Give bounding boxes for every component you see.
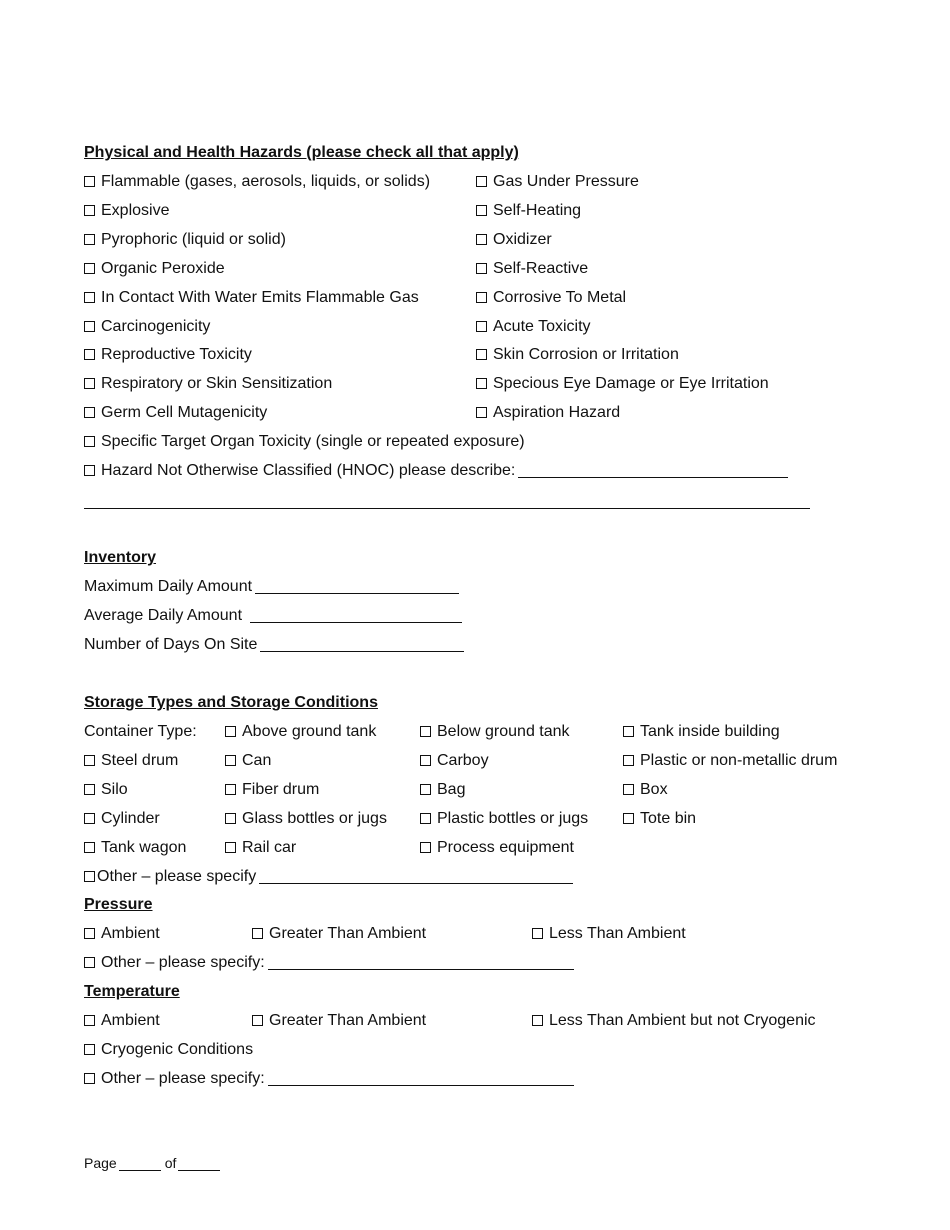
pressure-other-label: Other – please specify: [101,954,265,971]
temperature-heading: Temperature [84,983,180,1000]
checkbox[interactable] [476,263,487,274]
hazard-label: Oxidizer [493,231,552,248]
checkbox[interactable] [476,234,487,245]
container-label: Rail car [242,839,297,856]
avg-daily-field[interactable] [250,606,462,623]
checkbox[interactable] [476,176,487,187]
hazard-label: Self-Heating [493,202,582,219]
checkbox[interactable] [476,378,487,389]
container-label: Plastic bottles or jugs [437,810,589,827]
checkbox[interactable] [225,784,236,795]
hazard-label: Acute Toxicity [493,318,591,335]
hazard-label: Reproductive Toxicity [101,346,252,363]
avg-daily-label: Average Daily Amount [84,607,243,624]
max-daily-field[interactable] [255,577,459,594]
pressure-label: Less Than Ambient [549,925,686,942]
pressure-other-row [84,952,574,974]
page-total-field[interactable] [178,1156,220,1171]
container-label: Fiber drum [242,781,320,798]
container-label: Box [640,781,668,798]
hazard-label: Germ Cell Mutagenicity [101,404,268,421]
temperature-label: Ambient [101,1012,160,1029]
hazard-label: Self-Reactive [493,260,589,277]
inventory-row [84,634,464,656]
checkbox[interactable] [84,465,95,476]
container-other-field[interactable] [259,867,573,884]
checkbox[interactable] [84,813,95,824]
temperature-label: Greater Than Ambient [269,1012,427,1029]
checkbox[interactable] [84,263,95,274]
checkbox[interactable] [84,436,95,447]
hazard-label: Organic Peroxide [101,260,225,277]
checkbox[interactable] [420,842,431,853]
inventory-row [84,605,462,627]
checkbox[interactable] [476,292,487,303]
checkbox[interactable] [532,1015,543,1026]
container-label: Bag [437,781,466,798]
max-daily-label: Maximum Daily Amount [84,578,253,595]
hazard-label: Specific Target Organ Toxicity (single or repeated exposure) [101,433,525,450]
pressure-label: Ambient [101,925,160,942]
checkbox[interactable] [84,1015,95,1026]
days-on-site-field[interactable] [260,635,464,652]
hnoc-label: Hazard Not Otherwise Classified (HNOC) please describe: [101,462,516,479]
checkbox[interactable] [252,928,263,939]
container-label: Glass bottles or jugs [242,810,387,827]
checkbox[interactable] [84,842,95,853]
hazard-label: Skin Corrosion or Irritation [493,346,679,363]
hazard-label: Specious Eye Damage or Eye Irritation [493,375,769,392]
hazard-label: Gas Under Pressure [493,173,639,190]
hnoc-description-line[interactable] [84,508,810,509]
container-label: Steel drum [101,752,179,769]
container-label: Above ground tank [242,723,377,740]
storage-heading: Storage Types and Storage Conditions [84,694,378,711]
checkbox[interactable] [84,871,95,882]
checkbox[interactable] [420,726,431,737]
container-other-row [84,866,573,888]
temperature-other-field[interactable] [268,1069,574,1086]
checkbox[interactable] [84,205,95,216]
container-label: Carboy [437,752,489,769]
page-number-field[interactable] [119,1156,161,1171]
checkbox[interactable] [420,813,431,824]
container-label: Cylinder [101,810,160,827]
container-label: Tote bin [640,810,697,827]
container-label: Plastic or non-metallic drum [640,752,838,769]
hazard-label: Corrosive To Metal [493,289,627,306]
hazard-label: Pyrophoric (liquid or solid) [101,231,286,248]
page-label: Page [84,1155,117,1171]
checkbox[interactable] [532,928,543,939]
checkbox[interactable] [623,784,634,795]
container-label: Tank wagon [101,839,187,856]
container-label: Silo [101,781,128,798]
checkbox[interactable] [476,321,487,332]
checkbox[interactable] [420,755,431,766]
checkbox[interactable] [84,407,95,418]
page-footer [84,1152,224,1174]
temperature-label: Less Than Ambient but not Cryogenic [549,1012,816,1029]
checkbox[interactable] [225,813,236,824]
checkbox[interactable] [252,1015,263,1026]
pressure-other-field[interactable] [268,953,574,970]
of-label: of [164,1155,177,1171]
checkbox[interactable] [84,176,95,187]
hazards-heading: Physical and Health Hazards (please check all that apply) [84,144,519,161]
checkbox[interactable] [84,321,95,332]
checkbox[interactable] [84,928,95,939]
checkbox[interactable] [225,842,236,853]
temperature-label: Cryogenic Conditions [101,1041,254,1058]
hazard-label: Respiratory or Skin Sensitization [101,375,333,392]
inventory-row [84,576,459,598]
checkbox[interactable] [84,1044,95,1055]
days-on-site-label: Number of Days On Site [84,636,258,653]
checkbox[interactable] [476,349,487,360]
hazard-label: Aspiration Hazard [493,404,621,421]
checkbox[interactable] [623,755,634,766]
checkbox[interactable] [476,205,487,216]
checkbox[interactable] [84,957,95,968]
hazard-label: Explosive [101,202,170,219]
checkbox[interactable] [84,784,95,795]
checkbox[interactable] [84,1073,95,1084]
inventory-heading: Inventory [84,549,157,566]
container-label: Tank inside building [640,723,780,740]
temperature-other-label: Other – please specify: [101,1070,265,1087]
checkbox[interactable] [84,234,95,245]
pressure-heading: Pressure [84,896,153,913]
checkbox[interactable] [225,726,236,737]
container-type-label: Container Type: [84,723,197,740]
hazard-label: Carcinogenicity [101,318,211,335]
container-label: Can [242,752,272,769]
checkbox[interactable] [84,349,95,360]
checkbox[interactable] [420,784,431,795]
temperature-other-row [84,1068,574,1090]
checkbox[interactable] [476,407,487,418]
hazard-label: Flammable (gases, aerosols, liquids, or solids) [101,173,431,190]
container-label: Process equipment [437,839,574,856]
pressure-label: Greater Than Ambient [269,925,427,942]
hnoc-description-field[interactable] [518,461,788,478]
checkbox[interactable] [84,292,95,303]
checkbox[interactable] [623,726,634,737]
container-other-label: Other – please specify [97,868,257,885]
checkbox[interactable] [623,813,634,824]
hazard-label: In Contact With Water Emits Flammable Gas [101,289,419,306]
checkbox[interactable] [84,378,95,389]
container-label: Below ground tank [437,723,570,740]
checkbox[interactable] [84,755,95,766]
checkbox[interactable] [225,755,236,766]
